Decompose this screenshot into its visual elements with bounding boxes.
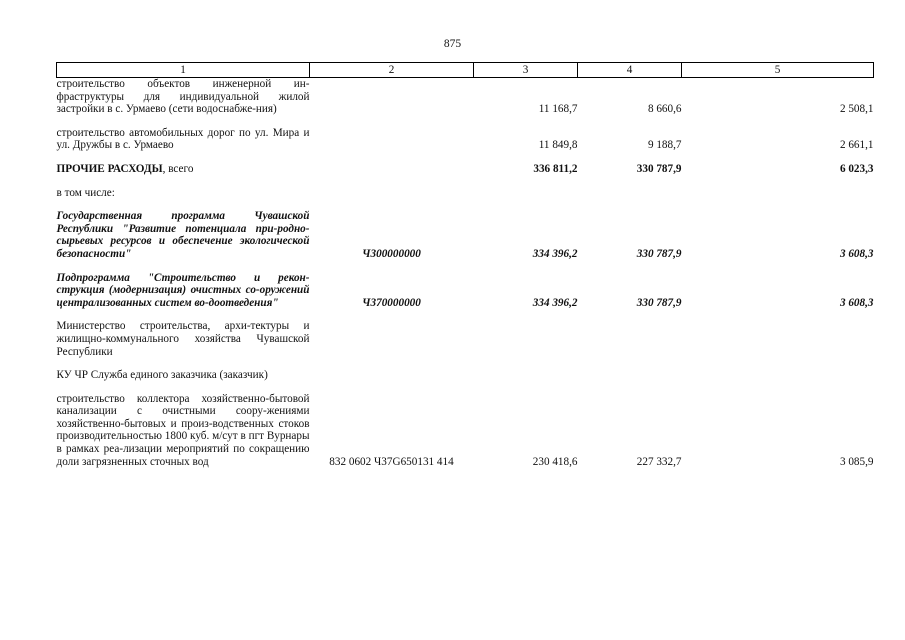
row-value-col5: 2 661,1 bbox=[839, 139, 874, 152]
row-code bbox=[310, 127, 474, 152]
row-description: КУ ЧР Служба единого заказчика (заказчик) bbox=[56, 369, 268, 382]
row-description: строительство автомобильных дорог по ул. Мира и ул. Дружбы в с. Урмаево bbox=[56, 126, 310, 152]
row-value-col5: 3 608,3 bbox=[839, 296, 874, 309]
row-code bbox=[310, 163, 474, 176]
row-value-col4: 330 787,9 bbox=[636, 247, 682, 260]
row-value-col4: 330 787,9 bbox=[636, 296, 682, 309]
summary-label: ПРОЧИЕ РАСХОДЫ bbox=[56, 162, 163, 175]
table-row-summary bbox=[57, 163, 874, 176]
row-value-col4: 9 188,7 bbox=[647, 139, 682, 152]
row-value-col5: 2 508,1 bbox=[839, 103, 874, 116]
row-value-total: 336 811,2 bbox=[533, 162, 578, 175]
row-value-col5: 6 023,3 bbox=[839, 162, 874, 175]
table-row bbox=[57, 78, 874, 116]
table-row-customer bbox=[57, 369, 874, 382]
row-value-total: 11 849,8 bbox=[538, 139, 578, 152]
column-header-1: 1 bbox=[57, 63, 310, 78]
table-row-ministry bbox=[57, 320, 874, 358]
column-header-2: 2 bbox=[310, 63, 474, 78]
column-header-5: 5 bbox=[682, 63, 874, 78]
row-description bbox=[57, 163, 310, 176]
summary-suffix: , всего bbox=[162, 162, 194, 175]
row-value-total: 230 418,6 bbox=[532, 455, 578, 468]
row-value-col5: 3 608,3 bbox=[839, 247, 874, 260]
table-row-program bbox=[57, 210, 874, 260]
row-code: Ч300000000 bbox=[362, 247, 421, 260]
row-value-total: 334 396,2 bbox=[532, 247, 578, 260]
row-value-col4: 330 787,9 bbox=[636, 162, 682, 175]
row-value-col5: 3 085,9 bbox=[839, 455, 874, 468]
row-value-total: 334 396,2 bbox=[532, 296, 578, 309]
row-code: Ч370000000 bbox=[362, 296, 421, 309]
row-description: в том числе: bbox=[56, 186, 115, 199]
row-description: Государственная программа Чувашской Республики "Развитие потенциала при-родно-сырьевых ресурсов и обеспечение экологической безопасности" bbox=[56, 210, 310, 260]
row-value-col4: 227 332,7 bbox=[636, 455, 682, 468]
row-value-col4: 8 660,6 bbox=[647, 103, 682, 116]
row-description: строительство коллектора хозяйственно-бытовой канализации с очистными соору-жениями хозяйственно-бытовых и произ-водственных стоков производительностью 1800 куб. м/сут в пгт Вурнары в рамках реа-лизации мероприятий по сокращению доли загрязненных сточных вод bbox=[56, 392, 310, 468]
column-header-4: 4 bbox=[578, 63, 682, 78]
column-header-3: 3 bbox=[474, 63, 578, 78]
row-description: Подпрограмма "Строительство и рекон-струкция (модернизация) очистных со-оружений централизованных систем во-доотведения" bbox=[56, 271, 310, 309]
row-code bbox=[310, 78, 474, 116]
row-value-total: 11 168,7 bbox=[538, 103, 578, 116]
column-number-header bbox=[57, 63, 874, 78]
row-description: Министерство строительства, архи-тектуры и жилищно-коммунального хозяйства Чувашской Республики bbox=[56, 320, 310, 358]
budget-table bbox=[56, 62, 874, 468]
page-number: 875 bbox=[443, 38, 462, 50]
table-row bbox=[57, 127, 874, 152]
row-code: 832 0602 Ч37G650131 414 bbox=[329, 455, 454, 468]
table-row-subprogram bbox=[57, 272, 874, 310]
table-row bbox=[57, 187, 874, 200]
table-row bbox=[57, 393, 874, 469]
row-description: строительство объектов инженерной ин-фраструктуры для индивидуальной жилой застройки в с. Урмаево (сети водоснабже-ния) bbox=[56, 78, 310, 116]
